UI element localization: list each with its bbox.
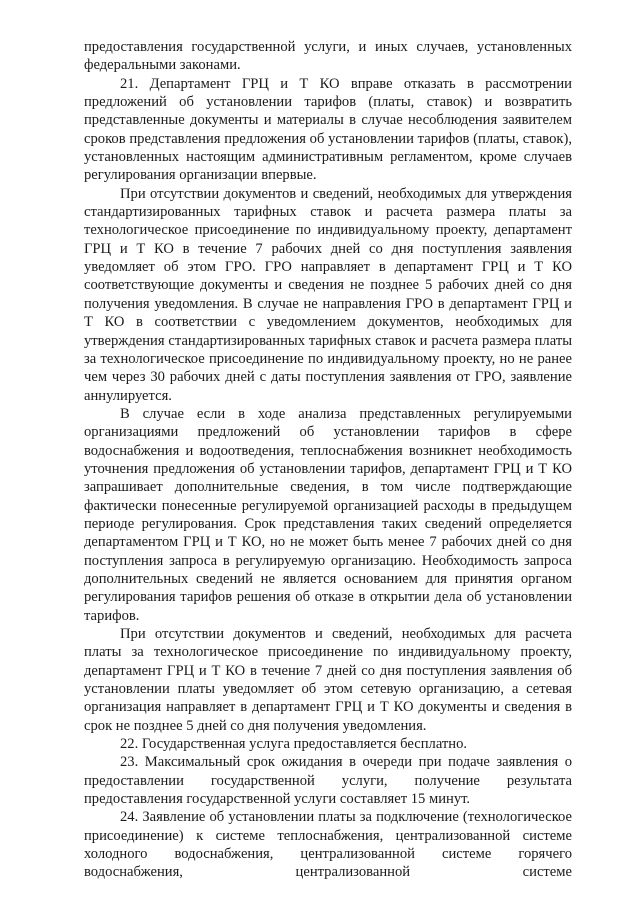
paragraph-23: 23. Максимальный срок ожидания в очереди при подаче заявления о предоставлении государственной услуги, получение результата предоставления государственной услуги составляет 15 минут. bbox=[84, 754, 572, 808]
paragraph-21: 21. Департамент ГРЦ и Т КО вправе отказать в рассмотрении предложений об установлении тарифов (платы, ставок) и возвратить представленные документы и материалы в случае несоблюдения заявителем сроков представления предложения об установлении тарифов (платы, ставок), установленных настоящим административным регламентом, кроме случаев регулирования организации впервые. bbox=[84, 75, 572, 184]
paragraph-21-missing-documents-gro: При отсутствии документов и сведений, необходимых для утверждения стандартизированных тарифных ставок и расчета размера платы за технологическое присоединение по индивидуальному проекту, департамент ГРЦ и Т КО в течение 7 рабочих дней со дня поступления заявления уведомляет об этом ГРО. ГРО направляет в департамент ГРЦ и Т КО соответствующие документы и сведения не позднее 5 рабочих дней со дня получения уведомления. В случае не направления ГРО в департамент ГРЦ и Т КО в соответствии с уведомлением документов, необходимых для утверждения стандартизированных тарифных ставок и расчета размера платы за технологическое присоединение по индивидуальному проекту, но не ранее чем через 30 рабочих дней с даты поступления заявления от ГРО, заявление аннулируется. bbox=[84, 185, 572, 404]
paragraph-22: 22. Государственная услуга предоставляется бесплатно. bbox=[120, 736, 468, 753]
paragraph-21-additional-information: В случае если в ходе анализа представленных регулируемыми организациями предложений об установлении тарифов в сфере водоснабжения и водоотведения, теплоснабжения возникнет необходимость уточнения предложения об установлении тарифов, департамент ГРЦ и Т КО запрашивает дополнительные сведения, в том числе подтверждающие фактически понесенные регулируемой организацией расходы в предыдущем периоде регулирования. Срок представления таких сведений определяется департаментом ГРЦ и Т КО, но не может быть менее 7 рабочих дней со дня поступления запроса в регулируемую организацию. Необходимость запроса дополнительных сведений не является основанием для принятия органом регулирования тарифов решения об отказе в открытии дела об установлении тарифов. bbox=[84, 405, 572, 624]
paragraph-continuation: предоставления государственной услуги, и иных случаев, установленных федеральными законами. bbox=[84, 39, 572, 74]
paragraph-21-network-organization: При отсутствии документов и сведений, необходимых для расчета платы за технологическое присоединение по индивидуальному проекту, департамент ГРЦ и Т КО в течение 7 дней со дня поступления заявления об установлении платы уведомляет об этом сетевую организацию, а сетевая организация направляет в департамент ГРЦ и Т КО документы и сведения в срок не позднее 5 дней со дня получения уведомления. bbox=[84, 626, 572, 734]
paragraph-24: 24. Заявление об установлении платы за подключение (технологическое присоединение) к системе теплоснабжения, централизованной системе холодного водоснабжения, централизованной системе горячего водоснабжения, централизованной системе bbox=[84, 809, 572, 881]
